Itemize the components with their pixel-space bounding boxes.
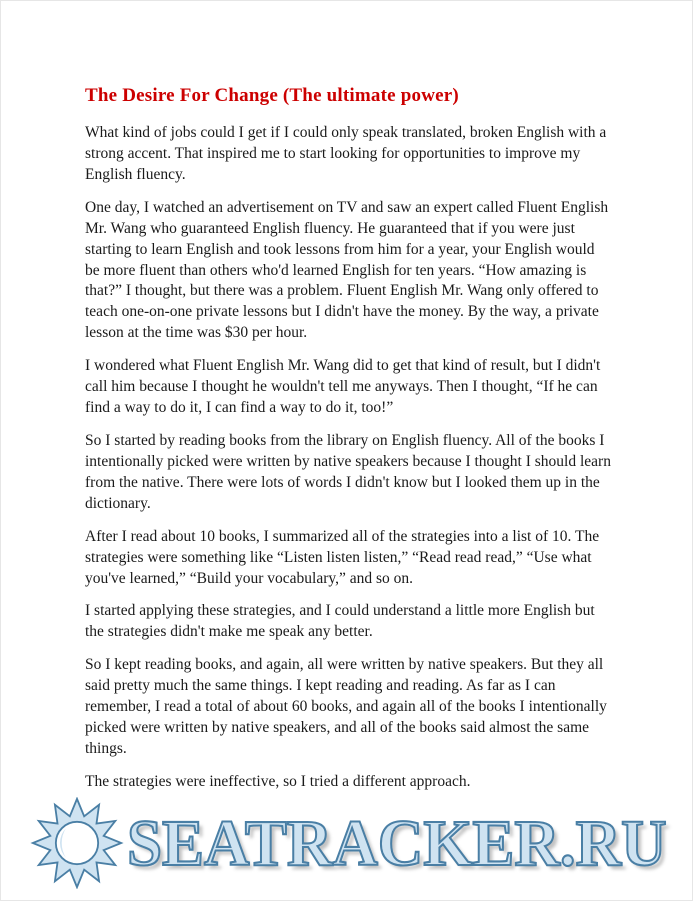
sun-logo-icon [29,797,125,889]
page-title: The Desire For Change (The ultimate power) [85,85,459,106]
paragraph: So I kept reading books, and again, all were written by native speakers. But they all said pretty much the same things. I kept reading and reading. As far as I can remember, I read a total of about 60 books, and again all of the books I intentionally picked were written by native speakers, and all of the books said almost the same things. [85,656,607,757]
paragraph: So I started by reading books from the library on English fluency. All of the books I intentionally picked were written by native speakers because I thought I should learn from the native. There were lots of words I didn't know but I looked them up in the dictionary. [85,431,611,512]
paragraph: The strategies were ineffective, so I tried a different approach. [85,772,471,790]
paragraph: After I read about 10 books, I summarized all of the strategies into a list of 10. The strategies were something like “Listen listen listen,” “Read read read,” “Use what you've learned,” “Build your vocabulary,” and so on. [85,527,600,587]
paragraph: What kind of jobs could I get if I could only speak translated, broken English with a strong accent. That inspired me to start looking for opportunities to improve my English fluency. [85,124,607,183]
paragraph: I started applying these strategies, and I could understand a little more English but the strategies didn't make me speak any better. [85,602,595,641]
paragraph: One day, I watched an advertisement on TV and saw an expert called Fluent English Mr. Wang who guaranteed English fluency. He guaranteed that if you were just starting to learn English and took lessons from him for a year, your English would be more fluent than others who'd learned English for ten years. “How amazing is that?” I thought, but there was a problem. Fluent English Mr. Wang only offered to teach one-on-one private lessons but I didn't have the money. By the way, a private lesson at the time was $30 per hour. [85,198,609,342]
paragraph: I wondered what Fluent English Mr. Wang did to get that kind of result, but I didn't call him because I thought he wouldn't tell me anyways. Then I thought, “If he can find a way to do it, I can find a way to do it, too!” [85,357,601,417]
page-content [85,85,611,805]
watermark [29,797,674,889]
watermark-text: SEATRACKER.RU [127,805,667,880]
